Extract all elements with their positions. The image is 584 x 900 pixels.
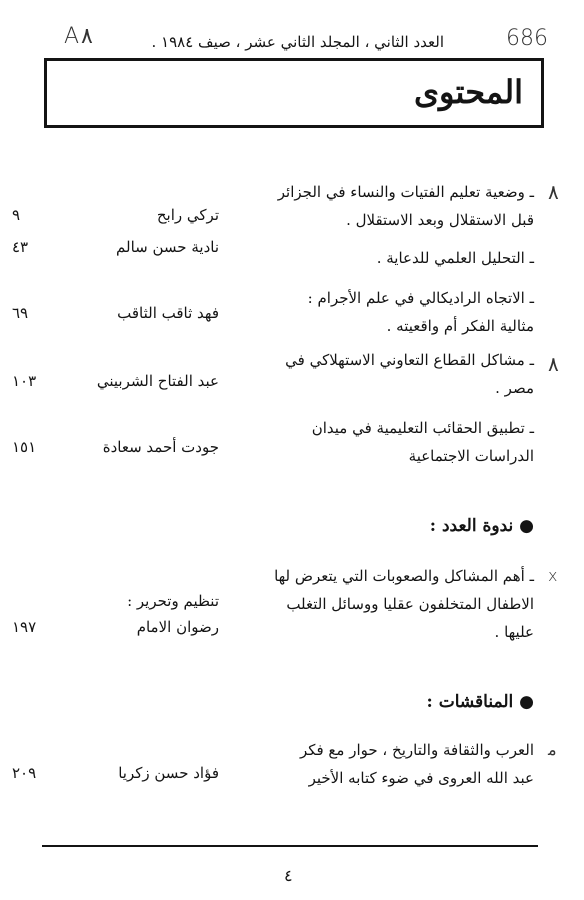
toc-author-line: رضوان الامام bbox=[136, 618, 219, 636]
toc-entry-line: قبل الاستقلال وبعد الاستقلال . bbox=[346, 211, 534, 229]
toc-author: جودت أحمد سعادة bbox=[102, 438, 219, 456]
handwritten-number-left: A٨ bbox=[64, 24, 93, 49]
toc-entry-title bbox=[278, 178, 534, 234]
page-title: المحتوى bbox=[413, 73, 523, 111]
toc-author: عبد الفتاح الشربيني bbox=[96, 372, 219, 390]
toc-page-number: ١٠٣ bbox=[12, 372, 37, 390]
toc-entry-title bbox=[308, 284, 534, 340]
entry-mark: ٨ bbox=[548, 352, 559, 376]
toc-author: نادية حسن سالم bbox=[116, 238, 219, 256]
issue-line: العدد الثاني ، المجلد الثاني عشر ، صيف ١٩٨٤ . bbox=[151, 33, 444, 51]
toc-entry-line: مصر . bbox=[495, 379, 534, 397]
handwritten-number-right: 686 bbox=[506, 26, 548, 51]
toc-entry-title bbox=[274, 562, 534, 646]
toc-page-number: ١٥١ bbox=[12, 438, 37, 456]
section-heading-symposium: ● ندوة العدد : bbox=[429, 516, 534, 536]
toc-entry-line: عبد الله العروى في ضوء كتابه الأخير bbox=[308, 769, 534, 787]
section-heading-discussions: ● المناقشات : bbox=[426, 692, 534, 712]
toc-entry-line: ـ الاتجاه الراديكالي في علم الأجرام : bbox=[307, 289, 534, 307]
toc-entry-line: الاطفال المتخلفون عقليا ووسائل التغلب bbox=[286, 595, 534, 613]
toc-entry-line: ـ التحليل العلمي للدعاية . bbox=[376, 249, 534, 267]
toc-entry-line: عليها . bbox=[494, 623, 534, 641]
title-box bbox=[44, 58, 544, 128]
bottom-divider bbox=[42, 845, 538, 847]
toc-entry-line: الدراسات الاجتماعية bbox=[408, 447, 534, 465]
toc-entry-line: ـ وضعية تعليم الفتيات والنساء في الجزائر bbox=[277, 183, 534, 201]
toc-entry-title bbox=[312, 414, 534, 470]
toc-entry-line: مثالية الفكر أم واقعيته . bbox=[386, 317, 534, 335]
toc-entry-line: العرب والثقافة والتاريخ ، حوار مع فكر bbox=[299, 741, 534, 759]
toc-author: فهد ثاقب الثاقب bbox=[117, 304, 219, 322]
toc-page-number: ٤٣ bbox=[12, 238, 29, 256]
toc-author-line: تنظيم وتحرير : bbox=[127, 592, 219, 610]
toc-author: تركي رابح bbox=[156, 206, 219, 224]
entry-mark: x bbox=[548, 566, 558, 585]
toc-page-number: ٦٩ bbox=[12, 304, 29, 322]
toc-author bbox=[127, 588, 219, 640]
toc-page-number: ٢٠٩ bbox=[12, 764, 37, 782]
entry-mark: ٨ bbox=[548, 180, 559, 204]
toc-entry-line: ـ أهم المشاكل والصعوبات التي يتعرض لها bbox=[274, 567, 534, 585]
footer-page-number: ٤ bbox=[284, 866, 293, 885]
toc-author: فؤاد حسن زكريا bbox=[118, 764, 219, 782]
toc-entry-title bbox=[285, 346, 534, 402]
toc-page-number: ٩ bbox=[12, 206, 21, 224]
toc-entry-title bbox=[300, 736, 534, 792]
toc-entry-line: ـ مشاكل القطاع التعاوني الاستهلاكي في bbox=[285, 351, 534, 369]
toc-page-number: ١٩٧ bbox=[12, 618, 37, 636]
entry-mark: ﻣ bbox=[548, 740, 557, 759]
toc-entry-line: ـ تطبيق الحقائب التعليمية في ميدان bbox=[311, 419, 534, 437]
toc-entry-title bbox=[377, 244, 534, 272]
